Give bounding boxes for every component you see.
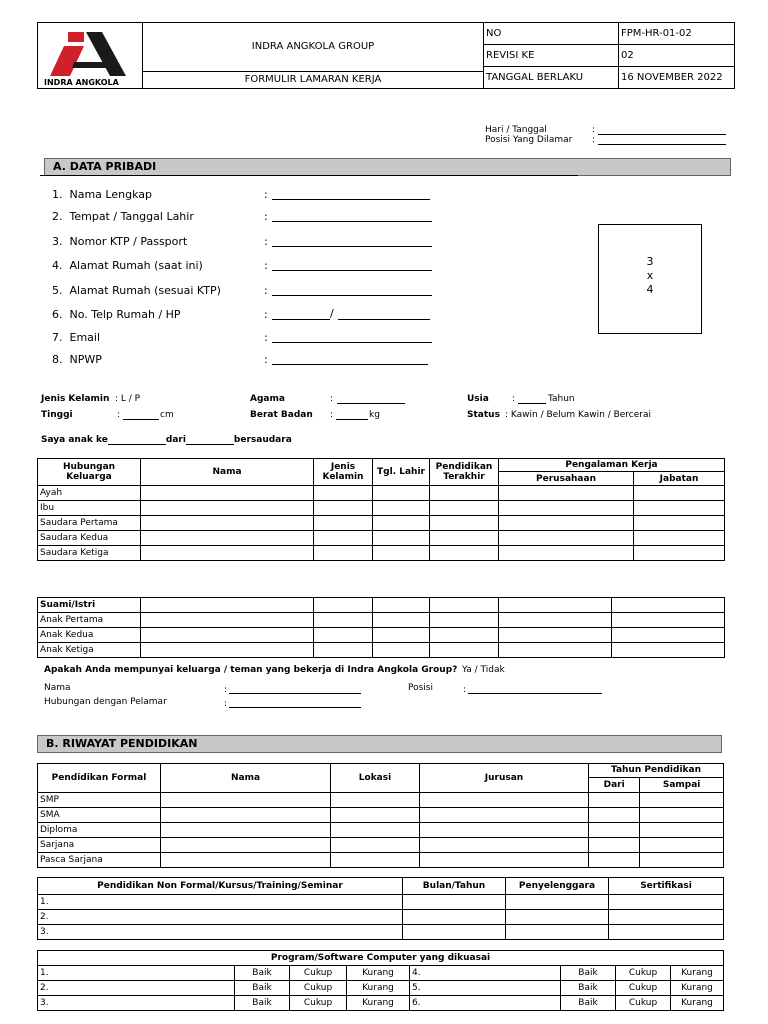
cell[interactable] [141,501,314,516]
cell[interactable] [161,838,331,853]
level-baik[interactable]: Baik [235,996,290,1011]
cell[interactable] [373,486,430,501]
cell[interactable] [373,598,430,613]
cell[interactable] [314,501,373,516]
table-row [38,643,725,658]
cell[interactable] [499,598,612,613]
col-penyelenggara: Penyelenggara [506,878,609,895]
cell[interactable] [640,838,724,853]
indra-angkola-logo-icon [44,28,128,80]
agama-label: Agama [250,394,285,404]
jenis-kelamin-label: Jenis Kelamin [41,394,110,404]
posisi-label: Posisi Yang Dilamar [485,135,573,145]
npwp-field[interactable] [272,353,428,365]
nama-lengkap-label: Nama Lengkap [69,188,152,201]
cell[interactable] [506,910,609,925]
cell[interactable] [506,925,609,940]
row-label: Sarjana [38,838,161,853]
section-a-title: A. DATA PRIBADI [44,158,731,176]
col-perusahaan: Perusahaan [499,472,634,486]
anak-ke-line [41,435,292,445]
cell[interactable] [331,823,420,838]
cell[interactable] [430,531,499,546]
cell[interactable] [430,516,499,531]
anak-ke-label: Saya anak ke [41,435,108,445]
relation-nama-label: Nama [44,683,71,693]
table-row [38,895,724,910]
item-num: 4. [52,259,63,272]
cell[interactable] [640,793,724,808]
row-label: 2. [38,910,403,925]
cell[interactable] [141,613,314,628]
company-cell [143,23,484,89]
cell[interactable] [589,808,640,823]
table-row [38,838,724,853]
bersaudara-label: bersaudara [233,435,292,445]
relation-hubungan-field[interactable] [229,698,361,708]
cell[interactable] [141,598,314,613]
cell[interactable] [430,643,499,658]
cell[interactable] [331,853,420,868]
col-jabatan: Jabatan [634,472,725,486]
cell[interactable] [612,613,725,628]
cell[interactable] [141,643,314,658]
cell[interactable] [634,501,725,516]
cell[interactable] [420,823,589,838]
level-kurang[interactable]: Kurang [347,981,410,996]
cell[interactable] [314,531,373,546]
cell[interactable] [161,793,331,808]
meta-label: TANGGAL BERLAKU [484,67,619,89]
cell[interactable] [612,598,725,613]
level-baik[interactable]: Baik [235,966,290,981]
cell[interactable] [161,823,331,838]
cell[interactable] [589,823,640,838]
posisi-field[interactable] [598,135,726,145]
cell[interactable] [499,516,634,531]
level-cukup[interactable]: Cukup [616,996,671,1011]
cell[interactable] [403,895,506,910]
dari-label: dari [165,435,186,445]
cell[interactable] [430,501,499,516]
jenis-kelamin-value[interactable]: : L / P [115,394,141,404]
cell[interactable] [161,853,331,868]
cell[interactable] [506,895,609,910]
email-label: Email [69,331,101,344]
col-non-formal: Pendidikan Non Formal/Kursus/Training/Seminar [38,878,403,895]
spouse-table [37,597,725,658]
cell[interactable] [609,925,724,940]
col-hubungan: Hubungan Keluarga [38,459,141,486]
cell[interactable] [640,823,724,838]
level-kurang[interactable]: Kurang [347,996,410,1011]
level-cukup[interactable]: Cukup [290,981,347,996]
usia-label: Usia [467,394,489,404]
relation-posisi-label: Posisi [408,683,433,693]
level-kurang[interactable]: Kurang [671,966,724,981]
cell[interactable] [612,628,725,643]
col-pengalaman-kerja: Pengalaman Kerja [499,459,725,472]
cell[interactable] [430,546,499,561]
cell[interactable] [589,793,640,808]
software-num[interactable]: 2. [38,981,235,996]
npwp-label: NPWP [69,353,102,366]
cell[interactable] [499,531,634,546]
alamat-saat-ini-field[interactable] [272,259,432,271]
kg-unit: kg [369,410,380,420]
cell[interactable] [499,643,612,658]
cell[interactable] [403,910,506,925]
ktp-label: Nomor KTP / Passport [69,235,188,248]
col-tahun-pendidikan: Tahun Pendidikan [589,764,724,778]
level-cukup[interactable]: Cukup [616,966,671,981]
row-label: SMP [38,793,161,808]
col-jurusan: Jurusan [420,764,589,793]
meta-value: 02 [619,45,735,67]
telp-hp-field[interactable] [338,308,430,320]
level-baik[interactable]: Baik [561,981,616,996]
ttl-field[interactable] [272,210,432,222]
cell[interactable] [331,808,420,823]
cell[interactable] [420,838,589,853]
col-nama: Nama [161,764,331,793]
row-label: Pasca Sarjana [38,853,161,868]
level-baik[interactable]: Baik [561,996,616,1011]
meta-value: 16 NOVEMBER 2022 [619,67,735,89]
company-name: INDRA ANGKOLA GROUP [143,23,483,72]
row-label: 1. [38,895,403,910]
cell[interactable] [141,486,314,501]
telp-label: No. Telp Rumah / HP [69,308,181,321]
table-row [38,966,724,981]
cell[interactable] [640,808,724,823]
item-num: 3. [52,235,63,248]
photo-placeholder [598,224,702,334]
table-row [38,628,725,643]
cell[interactable] [141,516,314,531]
level-kurang[interactable]: Kurang [671,996,724,1011]
tinggi-field[interactable] [123,410,159,420]
section-a-underline [40,175,578,176]
relation-options[interactable]: Ya / Tidak [462,665,505,675]
alamat-ktp-field[interactable] [272,284,432,296]
item-num: 5. [52,284,63,297]
table-row [38,910,724,925]
colon: : [592,125,596,135]
nonformal-education-table [37,877,724,940]
cell[interactable] [430,486,499,501]
berat-field[interactable] [336,410,368,420]
cell[interactable] [430,628,499,643]
row-label: SMA [38,808,161,823]
telp-rumah-field[interactable] [272,308,330,320]
cell[interactable] [609,895,724,910]
cell[interactable] [373,613,430,628]
row-label: Anak Pertama [38,613,141,628]
cell[interactable] [314,546,373,561]
row-label: Saudara Ketiga [38,546,141,561]
cell[interactable] [612,643,725,658]
table-row [38,823,724,838]
cell[interactable] [141,531,314,546]
cell[interactable] [589,838,640,853]
software-num[interactable]: 4. [410,966,561,981]
row-label: Saudara Kedua [38,531,141,546]
col-lokasi: Lokasi [331,764,420,793]
cell[interactable] [314,598,373,613]
formal-education-table [37,763,724,868]
relation-nama-field[interactable] [229,684,361,694]
form-title: FORMULIR LAMARAN KERJA [244,74,382,85]
cell[interactable] [314,643,373,658]
col-nama: Nama [141,459,314,486]
col-dari: Dari [589,777,640,792]
cell[interactable] [331,838,420,853]
cell[interactable] [314,613,373,628]
table-row [38,546,725,561]
cell[interactable] [403,925,506,940]
level-cukup[interactable]: Cukup [616,981,671,996]
item-num: 7. [52,331,63,344]
colon: : [592,135,596,145]
table-row [38,516,725,531]
software-num[interactable]: 3. [38,996,235,1011]
table-row [38,793,724,808]
software-title: Program/Software Computer yang dikuasai [38,951,724,966]
status-label: Status [467,410,500,420]
meta-label: NO [484,23,619,45]
cell[interactable] [499,486,634,501]
item-num: 1. [52,188,63,201]
row-label: Anak Kedua [38,628,141,643]
item-num: 6. [52,308,63,321]
alamat-saat-ini-label: Alamat Rumah (saat ini) [69,259,203,272]
cell[interactable] [499,613,612,628]
table-row [38,613,725,628]
cell[interactable] [141,628,314,643]
item-num: 8. [52,353,63,366]
item-num: 2. [52,210,63,223]
table-row [38,501,725,516]
row-label: Saudara Pertama [38,516,141,531]
relation-posisi-field[interactable] [468,684,602,694]
cell[interactable] [499,501,634,516]
col-tgl-lahir: Tgl. Lahir [373,459,430,486]
cell[interactable] [141,546,314,561]
cell[interactable] [373,501,430,516]
cell[interactable] [161,808,331,823]
level-cukup[interactable]: Cukup [290,966,347,981]
software-table [37,950,724,1011]
family-table [37,458,725,561]
row-label: Ibu [38,501,141,516]
ttl-label: Tempat / Tanggal Lahir [69,210,194,223]
relation-hubungan-label: Hubungan dengan Pelamar [44,697,167,707]
table-row [38,486,725,501]
row-label: Suami/Istri [38,598,141,613]
col-jenis-kelamin: Jenis Kelamin [314,459,373,486]
tahun-unit: Tahun [548,394,575,404]
cell[interactable] [634,486,725,501]
table-row [38,808,724,823]
cell[interactable] [314,628,373,643]
relation-question: Apakah Anda mempunyai keluarga / teman yang bekerja di Indra Angkola Group? [44,665,458,675]
cell[interactable] [314,486,373,501]
cell[interactable] [373,546,430,561]
software-num[interactable]: 6. [410,996,561,1011]
hari-tanggal-field[interactable] [598,125,726,135]
col-bulan-tahun: Bulan/Tahun [403,878,506,895]
meta-value: FPM-HR-01-02 [619,23,735,45]
level-baik[interactable]: Baik [235,981,290,996]
ktp-field[interactable] [272,235,432,247]
photo-size-3: 3 [646,255,654,268]
cell[interactable] [314,516,373,531]
cell[interactable] [373,643,430,658]
cell[interactable] [331,793,420,808]
row-label: Anak Ketiga [38,643,141,658]
email-field[interactable] [272,331,432,343]
status-value[interactable]: : Kawin / Belum Kawin / Bercerai [505,410,652,420]
cell[interactable] [420,793,589,808]
cell[interactable] [373,628,430,643]
form-header [37,22,735,89]
phone-separator: / [330,307,334,320]
cell[interactable] [609,910,724,925]
agama-field[interactable] [337,394,405,404]
usia-field[interactable] [518,394,546,404]
berat-badan-label: Berat Badan [250,410,313,420]
dari-field[interactable] [186,435,234,445]
cell[interactable] [420,853,589,868]
row-label: Ayah [38,486,141,501]
photo-size-4: 4 [646,283,654,296]
software-num[interactable]: 1. [38,966,235,981]
table-row [38,925,724,940]
meta-label: REVISI KE [484,45,619,67]
cell[interactable] [430,613,499,628]
cell[interactable] [634,531,725,546]
hari-tanggal-label: Hari / Tanggal [485,125,547,135]
cell[interactable] [634,546,725,561]
row-label: 3. [38,925,403,940]
logo-text: INDRA ANGKOLA [44,78,119,87]
photo-size-x: x [646,269,654,282]
cell[interactable] [373,516,430,531]
software-num[interactable]: 5. [410,981,561,996]
col-sampai: Sampai [640,777,724,792]
cell[interactable] [420,808,589,823]
cell[interactable] [373,531,430,546]
row-label: Diploma [38,823,161,838]
tinggi-label: Tinggi [41,410,73,420]
section-b-title: B. RIWAYAT PENDIDIKAN [37,735,722,753]
table-row [38,996,724,1011]
cell[interactable] [589,853,640,868]
table-row [38,981,724,996]
table-row [38,531,725,546]
col-sertifikasi: Sertifikasi [609,878,724,895]
table-row [38,853,724,868]
alamat-ktp-label: Alamat Rumah (sesuai KTP) [69,284,221,297]
nama-lengkap-field[interactable] [272,188,430,200]
level-kurang[interactable]: Kurang [347,966,410,981]
cm-unit: cm [160,410,174,420]
cell[interactable] [640,853,724,868]
cell[interactable] [634,516,725,531]
col-pendidikan: Pendidikan Terakhir [430,459,499,486]
level-kurang[interactable]: Kurang [671,981,724,996]
table-row [38,598,725,613]
anak-ke-field[interactable] [108,435,166,445]
cell[interactable] [499,546,634,561]
col-pendidikan-formal: Pendidikan Formal [38,764,161,793]
level-baik[interactable]: Baik [561,966,616,981]
level-cukup[interactable]: Cukup [290,996,347,1011]
cell[interactable] [430,598,499,613]
cell[interactable] [499,628,612,643]
